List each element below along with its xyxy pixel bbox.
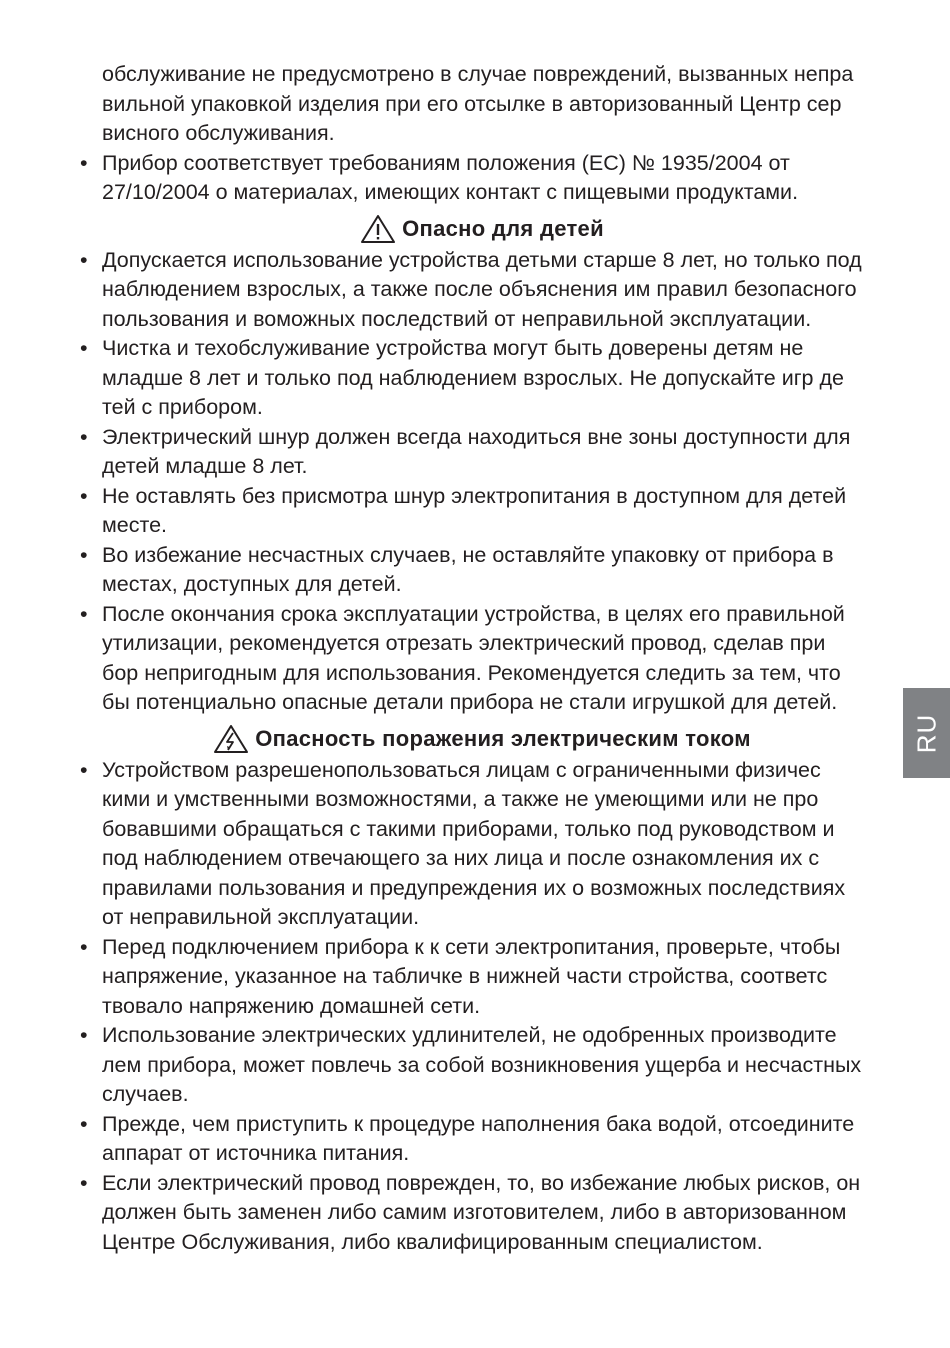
list-item [78,423,886,482]
text-line: детей младше 8 лет. [102,454,308,478]
bullet: • [80,150,88,175]
language-tab-label: RU [911,713,941,753]
manual-page-content [78,60,886,1257]
bullet: • [80,336,88,360]
bullet: • [80,757,88,782]
text-line: После окончания срока эксплуатации устройства, в целях его правильной [102,601,845,626]
bullet: • [80,1111,88,1136]
text-line: висного обслуживания. [102,121,335,145]
bullet: • [80,1023,88,1047]
text-line: Устройством разрешенопользоваться лицам с ограниченными физичес [102,757,821,782]
text-line: младше 8 лет и только под наблюдением взрослых. Не допускайте игр де [102,365,844,390]
bullet: • [80,424,88,449]
bullet: • [80,601,88,626]
text-line: под наблюдением отвечающего за них лица и после ознакомления их с [102,846,820,870]
list-item [78,933,886,1022]
bullet: • [80,1170,88,1195]
text-line: Прибор соответствует требованиям положения (ЕС) № 1935/2004 от [102,150,790,175]
text-line: 27/10/2004 о материалах, имеющих контакт с пищевыми продуктами. [102,180,799,204]
text-line: Перед подключением прибора к к сети электропитания, проверьте, чтобы [102,934,841,959]
text-line: бовавшими обращаться с такими приборами, только под руководством и [102,816,835,841]
text-line: Центре Обслуживания, либо квалифицированным специалистом. [102,1229,763,1254]
text-line: Использование электрических удлинителей, не одобренных производите [102,1023,837,1047]
list-item [78,1110,886,1169]
text-line: твовало напряжению домашней сети. [102,993,481,1018]
text-line: местах, доступных для детей. [102,572,402,596]
text-line: месте. [102,513,168,537]
text-line: бы потенциально опасные детали прибора не стали игрушкой для детей. [102,690,838,714]
intro-paragraph [78,60,886,149]
text-line: Если электрический провод поврежден, то, во избежание любых рисков, он [102,1170,861,1195]
text-line: от неправильной эксплуатации. [102,905,420,929]
text-line: должен быть заменен либо самим изготовителем, либо в авторизованном [102,1200,847,1224]
list-item [78,1021,886,1110]
text-line: Чистка и техобслуживание устройства могут быть доверены детям не [102,336,804,360]
section-title: Опасно для детей [402,215,604,241]
text-line: обслуживание не предусмотрено в случае повреждений, вызванных непра [102,62,854,86]
list-item [78,334,886,423]
list-item [78,600,886,718]
text-line: тей с прибором. [102,395,263,419]
bullet: • [80,542,88,567]
list-item [78,482,886,541]
text-line: утилизации, рекомендуется отрезать электрический провод, сделав при [102,631,826,655]
text-line: правилами пользования и предупреждения их о возможных последствиях [102,875,846,900]
text-line: наблюдением взрослых, а также после объяснения им правил безопасного [102,277,857,301]
text-line: пользования и воможных последствий от неправильной эксплуатации. [102,306,812,331]
language-tab [903,688,950,778]
text-line: случаев. [102,1082,189,1106]
list-item [78,756,886,933]
text-line: Допускается использование устройства детьми старше 8 лет, но только под [102,247,862,272]
text-line: лем прибора, может повлечь за собой возникновения ущерба и несчастных [102,1052,862,1077]
text-line: Во избежание несчастных случаев, не оставляйте упаковку от прибора в [102,542,834,567]
list-item [78,541,886,600]
bullet: • [80,934,88,959]
electric-danger-heading [78,724,886,754]
warning-triangle-icon [360,214,396,244]
text-line: аппарат от источника питания. [102,1141,410,1165]
text-line: вильной упаковкой изделия при его отсылке в авторизованный Центр сер [102,91,842,116]
electric-danger-list [78,756,886,1258]
regulation-list-item [78,149,886,208]
text-line: напряжение, указанное на табличке в нижней части стройства, соответс [102,964,828,988]
children-danger-heading [78,214,886,244]
text-line: Не оставлять без присмотра шнур электропитания в доступном для детей [102,483,847,508]
text-line: Электрический шнур должен всегда находиться вне зоны доступности для [102,424,851,449]
bullet: • [80,247,88,272]
text-line: Прежде, чем приступить к процедуре наполнения бака водой, отсоедините [102,1111,855,1136]
bullet: • [80,483,88,508]
electric-hazard-triangle-icon [213,724,249,754]
text-line: бор непригодным для использования. Рекомендуется следить за тем, что [102,660,841,685]
text-line: кими и умственными возможностями, а также не умеющими или не про [102,787,819,811]
section-title: Опасность поражения электрическим током [255,725,751,751]
list-item [78,246,886,335]
children-danger-list [78,246,886,718]
list-item [78,1169,886,1258]
